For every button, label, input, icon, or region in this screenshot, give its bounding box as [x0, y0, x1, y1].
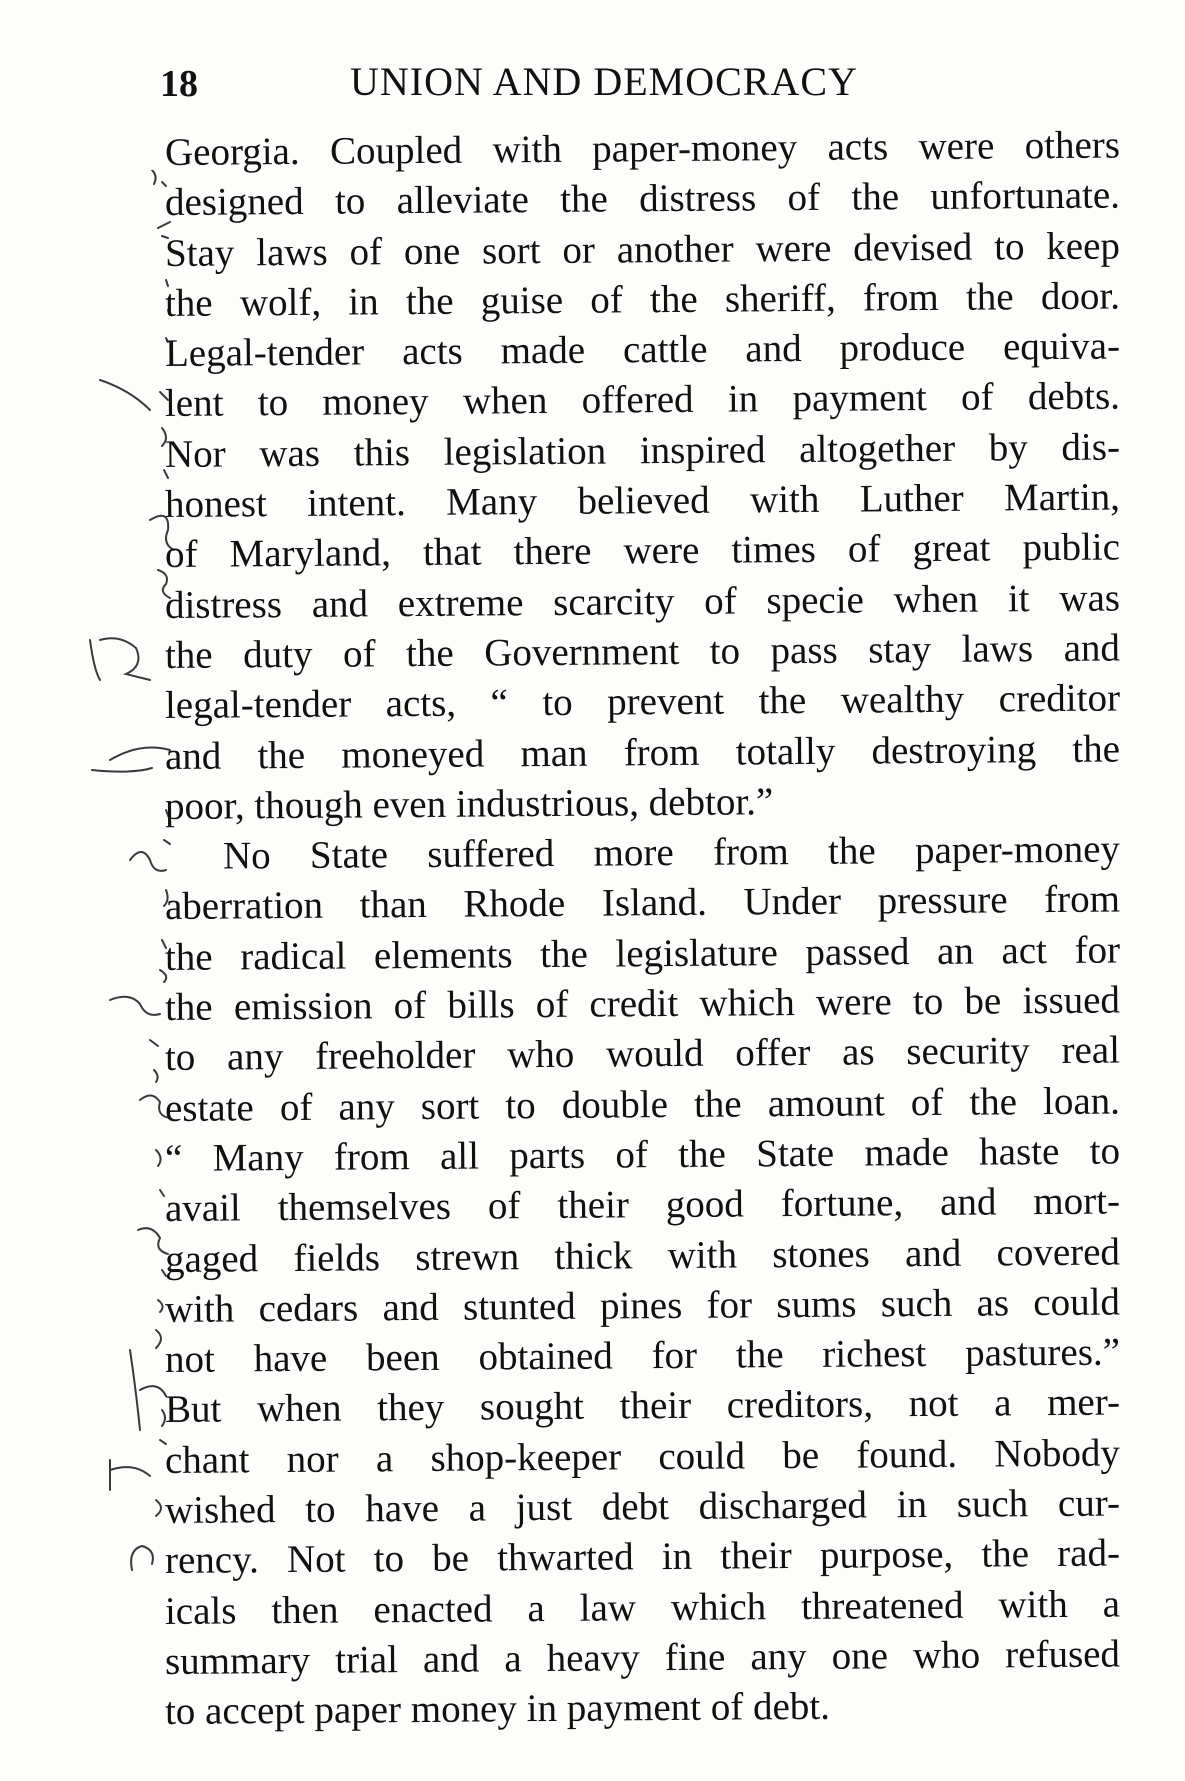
text-line: estate of any sort to double the amount of the loan. — [164, 1079, 1121, 1130]
text-line: the radical elements the legislature passed an act for — [164, 928, 1121, 979]
text-line: Georgia. Coupled with paper-money acts were others — [164, 123, 1121, 174]
text-line: to accept paper money in payment of debt. — [164, 1684, 831, 1734]
text-line: avail themselves of their good fortune, and mort- — [164, 1179, 1121, 1231]
body-text — [164, 123, 1121, 1738]
text-line: the wolf, in the guise of the sheriff, from the door. — [164, 274, 1121, 325]
text-line: of Maryland, that there were times of great public — [164, 525, 1121, 577]
text-line: wished to have a just debt discharged in such cur- — [164, 1481, 1121, 1533]
text-line: with cedars and stunted pines for sums such as could — [164, 1280, 1121, 1331]
marginalia-drawing — [70, 170, 180, 1770]
text-line: distress and extreme scarcity of specie when it was — [164, 576, 1121, 627]
text-line: icals then enacted a law which threatened with a — [164, 1582, 1121, 1633]
text-line: to any freeholder who would offer as security real — [164, 1028, 1121, 1080]
text-line: poor, though even industrious, debtor.” — [164, 780, 774, 828]
text-line: But when they sought their creditors, not a mer- — [164, 1380, 1121, 1432]
text-line: aberration than Rhode Island. Under pressure from — [164, 877, 1121, 929]
text-line: lent to money when offered in payment of debts. — [164, 374, 1121, 426]
text-line: gaged fields strewn thick with stones and covered — [164, 1230, 1121, 1281]
text-line: rency. Not to be thwarted in their purpose, the rad- — [164, 1531, 1121, 1583]
text-line: the duty of the Government to pass stay laws and — [164, 626, 1121, 677]
text-line: not have been obtained for the richest pastures.” — [164, 1330, 1121, 1382]
text-line: summary trial and a heavy fine any one who refused — [164, 1632, 1121, 1683]
text-line: No State suffered more from the paper-money — [222, 827, 1121, 878]
text-line: legal-tender acts, “ to prevent the wealthy creditor — [164, 676, 1121, 728]
text-line: chant nor a shop-keeper could be found. Nobody — [164, 1431, 1121, 1482]
running-head: UNION AND DEMOCRACY — [350, 59, 858, 104]
text-line: Legal-tender acts made cattle and produce equiva- — [164, 324, 1121, 376]
text-line: the emission of bills of credit which were to be issued — [164, 978, 1121, 1030]
page-header — [160, 58, 1120, 118]
text-line: designed to alleviate the distress of the unfortunate. — [164, 173, 1121, 225]
page-number: 18 — [160, 63, 198, 105]
text-line: “ Many from all parts of the State made haste to — [164, 1129, 1121, 1180]
text-line: honest intent. Many believed with Luther Martin, — [164, 475, 1121, 527]
text-line: and the moneyed man from totally destroying the — [164, 727, 1121, 778]
text-line: Stay laws of one sort or another were devised to keep — [164, 224, 1121, 275]
handwritten-marginalia — [70, 170, 180, 1770]
text-line: Nor was this legislation inspired altogether by dis- — [164, 425, 1121, 476]
